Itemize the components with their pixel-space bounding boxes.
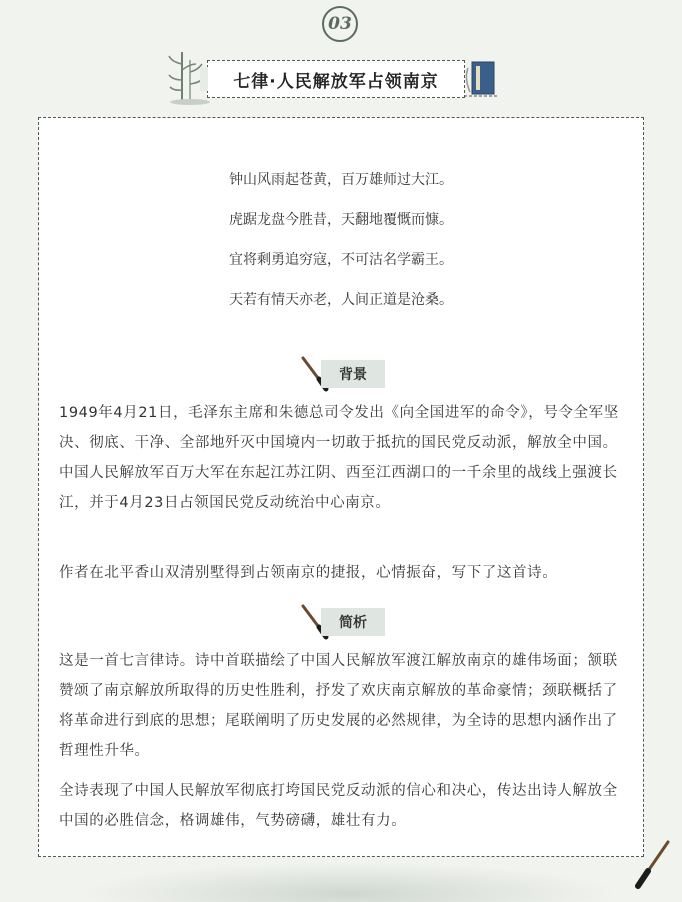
background-paragraph-2: 作者在北平香山双清别墅得到占领南京的捷报，心情振奋，写下了这首诗。 bbox=[59, 565, 558, 581]
background-heading-label bbox=[321, 360, 385, 388]
analysis-heading-text: 简析 bbox=[339, 615, 367, 631]
scroll-book-icon bbox=[458, 58, 502, 102]
poem bbox=[39, 160, 643, 320]
analysis-paragraph-2: 全诗表现了中国人民解放军彻底打垮国民党反动派的信心和决心，传达出诗人解放全中国的必胜信念，格调雄伟，气势磅礴，雄壮有力。 bbox=[59, 783, 618, 829]
section-number: 03 bbox=[328, 14, 352, 34]
background-paragraph-1: 1949年4月21日，毛泽东主席和朱德总司令发出《向全国进军的命令》，号令全军坚决、彻底、干净、全部地歼灭中国境内一切敢于抵抗的国民党反动派，解放全中国。中国人民解放军百万大军在东起江苏江阴、西至江西湖口的一千余里的战线上强渡长江，并于4月23日占领国民党反动统治中心南京。 bbox=[59, 405, 619, 511]
analysis-paragraph-1: 这是一首七言律诗。诗中首联描绘了中国人民解放军渡江解放南京的雄伟场面；颔联赞颂了南京解放所取得的历史性胜利，抒发了欢庆南京解放的革命豪情；颈联概括了将革命进行到底的思想；尾联阐明了历史发展的必然规律，为全诗的思想内涵作出了哲理性升华。 bbox=[59, 653, 618, 759]
poem-line-3: 宜将剩勇追穷寇，不可沽名学霸王。 bbox=[229, 252, 453, 268]
poem-line-2: 虎踞龙盘今胜昔，天翻地覆慨而慷。 bbox=[229, 212, 453, 228]
poem-line-1: 钟山风雨起苍黄，百万雄师过大江。 bbox=[229, 172, 453, 188]
poem-line-4: 天若有情天亦老，人间正道是沧桑。 bbox=[229, 292, 453, 308]
analysis-heading bbox=[39, 604, 643, 644]
page-title: 七律·人民解放军占领南京 bbox=[233, 71, 439, 92]
brush-icon bbox=[632, 840, 672, 890]
section-number-badge bbox=[322, 6, 358, 42]
ink-mist-decoration bbox=[80, 862, 620, 902]
content-box bbox=[38, 117, 644, 857]
background-heading bbox=[39, 356, 643, 396]
analysis-heading-label bbox=[321, 608, 385, 636]
title-banner bbox=[207, 60, 465, 98]
background-heading-text: 背景 bbox=[339, 367, 367, 383]
